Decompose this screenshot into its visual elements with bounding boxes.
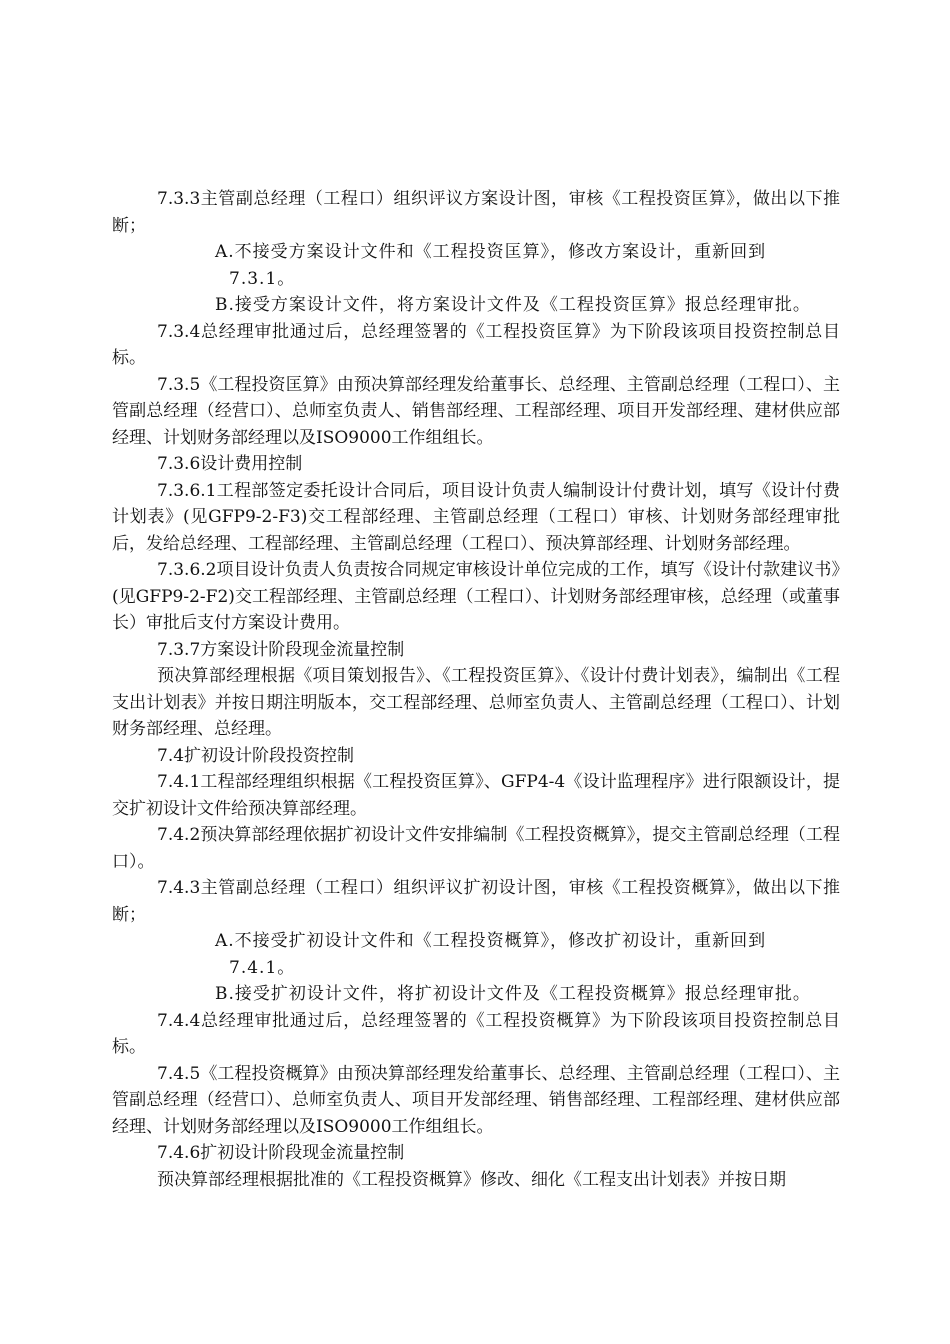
option-a-text: A.不接受扩初设计文件和《工程投资概算》，修改扩初设计，重新回到 [215,931,767,951]
paragraph-7-4-3: 7.4.3主管副总经理（工程口）组织评议扩初设计图，审核《工程投资概算》，做出以下推断； [112,878,840,925]
option-a-continuation: 7.3.1。 [229,268,296,289]
option-a-text: A.不接受方案设计文件和《工程投资匡算》，修改方案设计，重新回到 [215,242,767,262]
paragraph-7-3-6-2: 7.3.6.2项目设计负责人负责按合同规定审核设计单位完成的工作，填写《设计付款建议书》(见GFP9-2-F2)交工程部经理、主管副总经理（工程口）、计划财务部经理审核，总经理（或董事长）审批后支付方案设计费用。 [112,560,840,633]
paragraph-7-3-5: 7.3.5《工程投资匡算》由预决算部经理发给董事长、总经理、主管副总经理（工程口）、主管副总经理（经营口）、总师室负责人、销售部经理、工程部经理、项目开发部经理、建材供应部经理、计划财务部经理以及ISO9000工作组组长。 [112,374,840,448]
paragraph-7-3-3: 7.3.3主管副总经理（工程口）组织评议方案设计图，审核《工程投资匡算》，做出以下推断； [112,189,840,236]
heading-7-4: 7.4扩初设计阶段投资控制 [157,745,355,766]
paragraph-7-4-4: 7.4.4总经理审批通过后，总经理签署的《工程投资概算》为下阶段该项目投资控制总目标。 [112,1010,840,1057]
paragraph-7-3-7-body: 预决算部经理根据《项目策划报告》、《工程投资匡算》、《设计付费计划表》，编制出《工程支出计划表》并按日期注明版本，交工程部经理、总师室负责人、主管副总经理（工程口）、计划财务部经理、总经理。 [112,666,840,739]
option-b-7-4-3 [112,981,840,1008]
paragraph-7-3-4: 7.3.4总经理审批通过后，总经理签署的《工程投资匡算》为下阶段该项目投资控制总目标。 [112,321,840,368]
option-b-text: B.接受方案设计文件，将方案设计文件及《工程投资匡算》报总经理审批。 [215,295,811,315]
option-b-text: B.接受扩初设计文件，将扩初设计文件及《工程投资概算》报总经理审批。 [215,984,811,1004]
heading-7-4-6: 7.4.6扩初设计阶段现金流量控制 [157,1143,405,1163]
document-body [112,186,840,1193]
paragraph-7-4-2: 7.4.2预决算部经理依据扩初设计文件安排编制《工程投资概算》，提交主管副总经理（工程口）。 [112,825,840,872]
paragraph-7-4-1: 7.4.1工程部经理组织根据《工程投资匡算》、GFP4-4《设计监理程序》进行限额设计，提交扩初设计文件给预决算部经理。 [112,772,840,819]
option-b-7-3-3 [112,292,840,319]
option-a-continuation: 7.4.1。 [229,957,296,978]
option-a-7-4-3 [112,928,840,981]
paragraph-7-4-5: 7.4.5《工程投资概算》由预决算部经理发给董事长、总经理、主管副总经理（工程口）、主管副总经理（经营口）、总师室负责人、项目开发部经理、销售部经理、工程部经理、建材供应部经理、计划财务部经理以及ISO9000工作组组长。 [112,1063,840,1137]
paragraph-7-4-6-body: 预决算部经理根据批准的《工程投资概算》修改、细化《工程支出计划表》并按日期 [157,1169,786,1190]
paragraph-7-3-6-1: 7.3.6.1工程部签定委托设计合同后，项目设计负责人编制设计付费计划，填写《设计付费计划表》(见GFP9-2-F3)交工程部经理、主管副总经理（工程口）审核、计划财务部经理审批后，发给总经理、工程部经理、主管副总经理（工程口）、预决算部经理、计划财务部经理。 [112,480,840,554]
option-a-7-3-3 [112,239,840,292]
heading-7-3-7: 7.3.7方案设计阶段现金流量控制 [157,639,405,660]
heading-7-3-6: 7.3.6设计费用控制 [157,454,303,474]
